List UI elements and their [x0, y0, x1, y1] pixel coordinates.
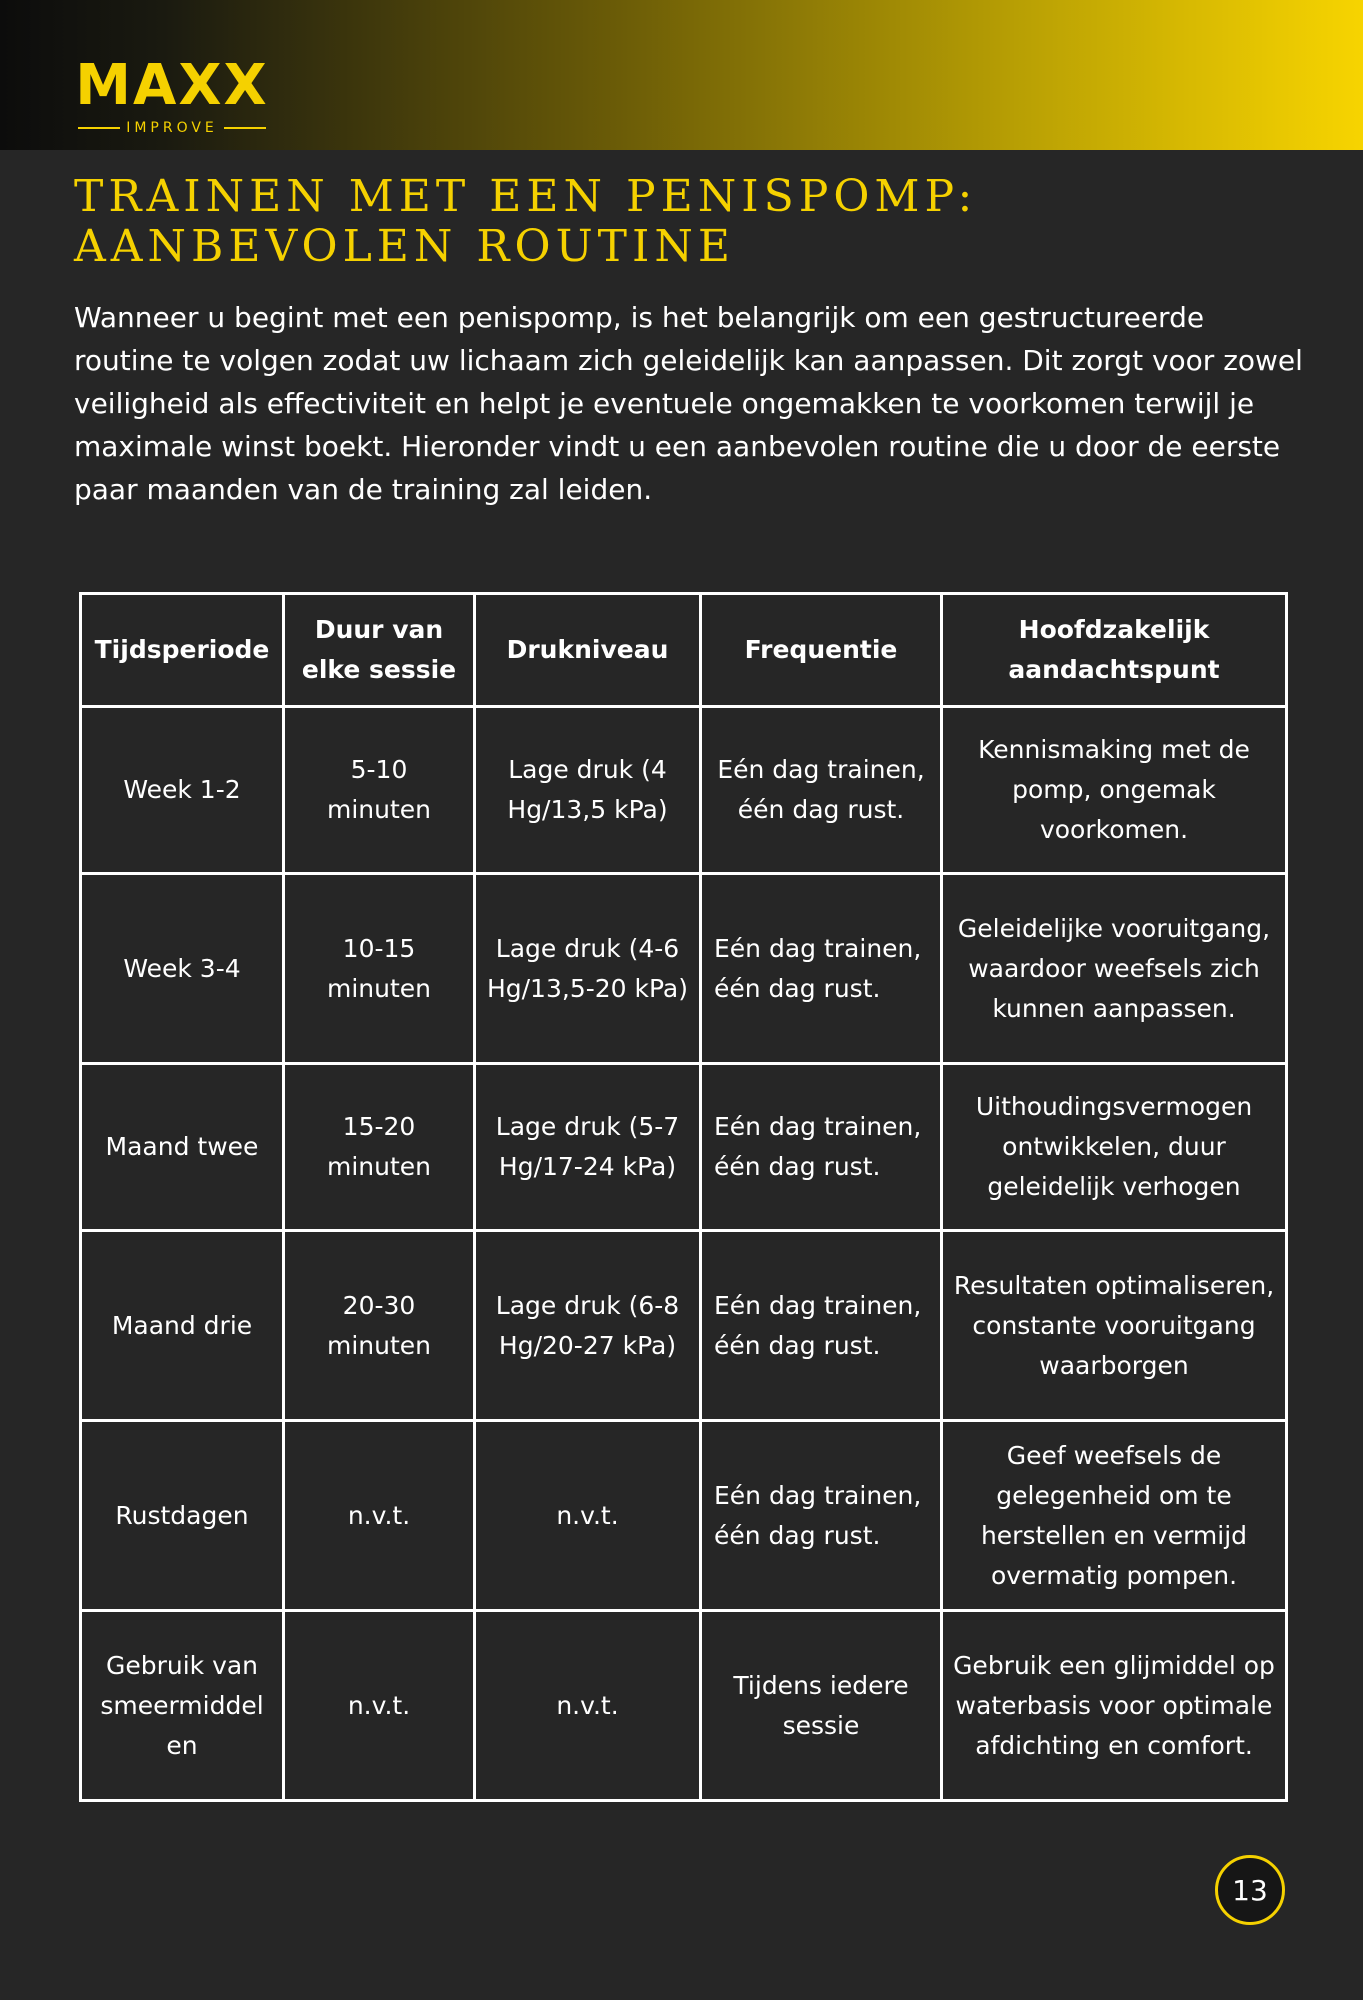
logo-wordmark: MAXX — [75, 53, 269, 118]
cell-duration: 10-15 minuten — [284, 874, 475, 1064]
title-line-1: TRAINEN MET EEN PENISPOMP: — [74, 171, 978, 222]
page-number: 13 — [1215, 1855, 1285, 1925]
cell-period: Maand drie — [81, 1231, 284, 1421]
table-row — [81, 1611, 1287, 1801]
cell-duration: 15-20 minuten — [284, 1064, 475, 1231]
cell-duration: n.v.t. — [284, 1421, 475, 1611]
cell-frequency: Eén dag trainen, één dag rust. — [701, 1064, 942, 1231]
cell-focus: Resultaten optimaliseren, constante vooruitgang waarborgen — [942, 1231, 1287, 1421]
cell-pressure: n.v.t. — [475, 1611, 701, 1801]
cell-frequency: Eén dag trainen, één dag rust. — [701, 1421, 942, 1611]
cell-frequency: Eén dag trainen, één dag rust. — [701, 707, 942, 874]
logo-tagline: IMPROVE — [126, 120, 218, 136]
table-row — [81, 1231, 1287, 1421]
header-frequentie: Frequentie — [701, 594, 942, 707]
cell-period: Maand twee — [81, 1064, 284, 1231]
cell-duration: n.v.t. — [284, 1611, 475, 1801]
cell-frequency: Tijdens iedere sessie — [701, 1611, 942, 1801]
cell-pressure: Lage druk (5-7 Hg/17-24 kPa) — [475, 1064, 701, 1231]
header-banner — [0, 0, 1363, 150]
brand-logo — [62, 53, 282, 138]
cell-focus: Geef weefsels de gelegenheid om te herstellen en vermijd overmatig pompen. — [942, 1421, 1287, 1611]
table-row — [81, 707, 1287, 874]
logo-divider-right — [224, 127, 266, 129]
cell-period: Week 1-2 — [81, 707, 284, 874]
cell-pressure: n.v.t. — [475, 1421, 701, 1611]
table-header-row — [81, 594, 1287, 707]
cell-focus: Geleidelijke vooruitgang, waardoor weefsels zich kunnen aanpassen. — [942, 874, 1287, 1064]
cell-period: Rustdagen — [81, 1421, 284, 1611]
cell-period: Gebruik van smeermiddel en — [81, 1611, 284, 1801]
page-title — [74, 172, 1294, 272]
cell-period: Week 3-4 — [81, 874, 284, 1064]
cell-pressure: Lage druk (4 Hg/13,5 kPa) — [475, 707, 701, 874]
header-aandachtspunt: Hoofdzakelijk aandachtspunt — [942, 594, 1287, 707]
cell-frequency: Eén dag trainen, één dag rust. — [701, 874, 942, 1064]
header-drukniveau: Drukniveau — [475, 594, 701, 707]
cell-focus: Uithoudingsvermogen ontwikkelen, duur geleidelijk verhogen — [942, 1064, 1287, 1231]
table-row — [81, 1064, 1287, 1231]
header-duur: Duur van elke sessie — [284, 594, 475, 707]
cell-duration: 20-30 minuten — [284, 1231, 475, 1421]
cell-pressure: Lage druk (6-8 Hg/20-27 kPa) — [475, 1231, 701, 1421]
logo-divider-left — [78, 127, 120, 129]
intro-paragraph: Wanneer u begint met een penispomp, is het belangrijk om een gestructureerde routine te volgen zodat uw lichaam zich geleidelijk kan aanpassen. Dit zorgt voor zowel veiligheid als effectiviteit en helpt je eventuele ongemakken te voorkomen terwijl je maximale winst boekt. Hieronder vindt u een aanbevolen routine die u door de eerste paar maanden van de training zal leiden. — [74, 301, 1303, 506]
cell-focus: Kennismaking met de pomp, ongemak voorkomen. — [942, 707, 1287, 874]
title-line-2: AANBEVOLEN ROUTINE — [74, 221, 736, 272]
table-row — [81, 874, 1287, 1064]
cell-frequency: Eén dag trainen, één dag rust. — [701, 1231, 942, 1421]
cell-focus: Gebruik een glijmiddel op waterbasis voor optimale afdichting en comfort. — [942, 1611, 1287, 1801]
routine-table — [79, 592, 1288, 1802]
table-row — [81, 1421, 1287, 1611]
cell-duration: 5-10 minuten — [284, 707, 475, 874]
header-tijdsperiode: Tijdsperiode — [81, 594, 284, 707]
cell-pressure: Lage druk (4-6 Hg/13,5-20 kPa) — [475, 874, 701, 1064]
logo-tagline-row — [62, 120, 282, 136]
